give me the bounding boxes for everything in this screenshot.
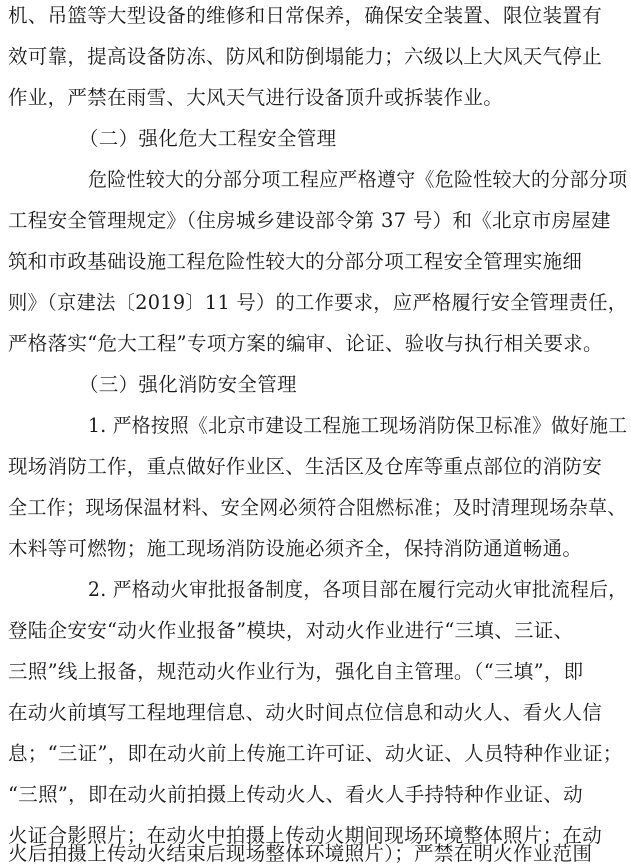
body-text-line: 机、吊篮等大型设备的维修和日常保养，确保安全装置、限位装置有 bbox=[8, 4, 603, 27]
body-text-line: 作业，严禁在雨雪、大风天气进行设备顶升或拆装作业。 bbox=[8, 86, 504, 109]
body-text-line: 则》（京建法〔2019〕11 号）的工作要求，应严格履行安全管理责任， bbox=[8, 291, 628, 314]
body-text-line: 三照”线上报备，规范动火作业行为，强化自主管理。（“三填”，即 bbox=[8, 660, 584, 683]
section-heading: （二）强化危大工程安全管理 bbox=[79, 127, 337, 150]
body-text-line: 火后拍摄上传动火结束后现场整体环境照片）；严禁在明火作业范围 bbox=[8, 842, 593, 865]
body-text-line: 严格落实“危大工程”专项方案的编审、论证、验收与执行相关要求。 bbox=[8, 332, 603, 355]
body-text-line: 工程安全管理规定》（住房城乡建设部令第 37 号）和《北京市房屋建 bbox=[8, 209, 611, 232]
body-text-line: 危险性较大的分部分项工程应严格遵守《危险性较大的分部分项 bbox=[88, 168, 628, 191]
body-text-line: 在动火前填写工程地理信息、动火时间点位信息和动火人、看火人信 bbox=[8, 701, 603, 724]
body-text-line: 1. 严格按照《北京市建设工程施工现场消防保卫标准》做好施工 bbox=[88, 414, 628, 437]
body-text-line: 息；“三证”，即在动火前上传施工许可证、动火证、人员特种作业证； bbox=[8, 742, 623, 765]
body-text-line: “三照”，即在动火前拍摄上传动火人、看火人手持特种作业证、动 bbox=[8, 783, 583, 806]
body-text-line: 火证合影照片；在动火中拍摄上传动火期间现场环境整体照片；在动 bbox=[8, 824, 603, 847]
body-text-line: 登陆企安安“动火作业报备”模块，对动火作业进行“三填、三证、 bbox=[8, 619, 574, 642]
section-heading: （三）强化消防安全管理 bbox=[79, 373, 297, 396]
body-text-line: 现场消防工作，重点做好作业区、生活区及仓库等重点部位的消防安 bbox=[8, 455, 603, 478]
body-text-line: 筑和市政基础设施工程危险性较大的分部分项工程安全管理实施细 bbox=[8, 250, 583, 273]
body-text-line: 木料等可燃物；施工现场消防设施必须齐全，保持消防通道畅通。 bbox=[8, 537, 583, 560]
body-text-line: 效可靠，提高设备防冻、防风和防倒塌能力；六级以上大风天气停止 bbox=[8, 45, 603, 68]
body-text-line: 2. 严格动火审批报备制度，各项目部在履行完动火审批流程后， bbox=[88, 578, 628, 601]
body-text-line: 全工作；现场保温材料、安全网必须符合阻燃标准；及时清理现场杂草、 bbox=[8, 496, 627, 519]
